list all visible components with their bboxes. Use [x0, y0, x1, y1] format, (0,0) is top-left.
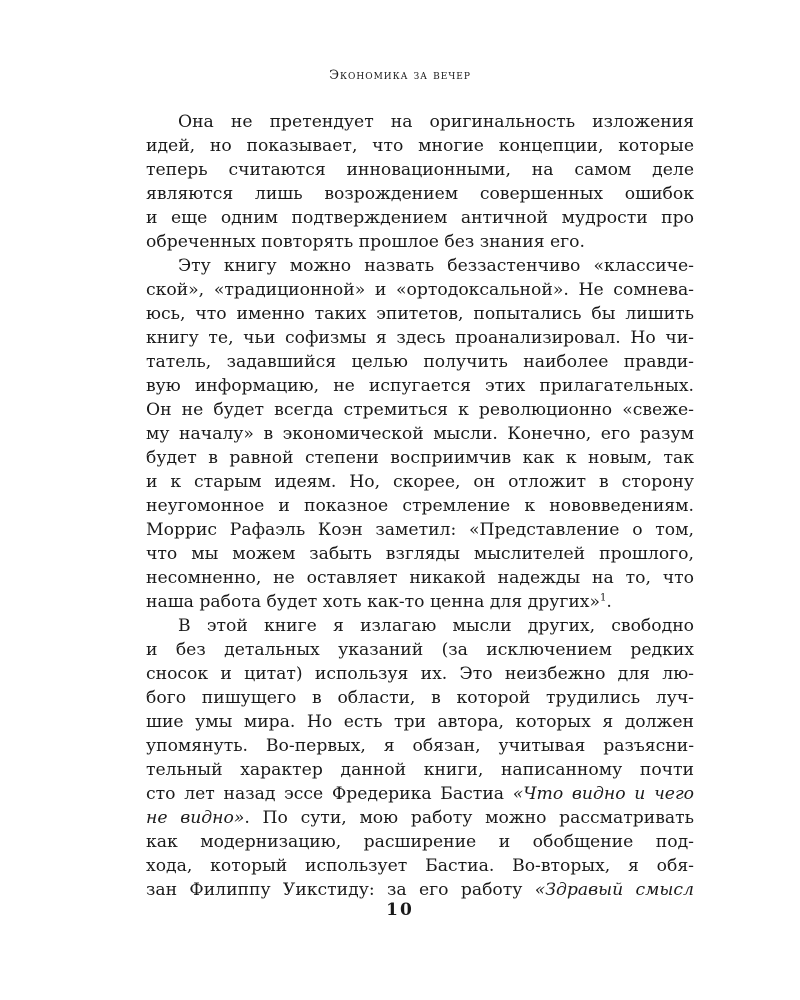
text-line	[146, 758, 694, 782]
text-line-content: и еще одним подтверждением античной мудрости про	[146, 208, 694, 228]
text-line	[146, 662, 694, 686]
text-line-content: сто лет назад эссе Фредерика Бастиа	[146, 784, 513, 804]
text-line	[146, 590, 694, 614]
text-line	[146, 494, 694, 518]
text-line-content: татель, задавшийся целью получить наиболее правди-	[146, 352, 694, 372]
text-line-content: бого пишущего в области, в которой трудились луч-	[146, 688, 694, 708]
text-line	[146, 398, 694, 422]
text-line-content: шие умы мира. Но есть три автора, которых я должен	[146, 712, 694, 732]
text-line-content: как модернизацию, расширение и обобщение под-	[146, 832, 694, 852]
text-line-content: книгу те, чьи софизмы я здесь проанализировал. Но чи-	[146, 328, 694, 348]
text-line-content: упомянуть. Во-первых, я обязан, учитывая разъясни-	[146, 736, 694, 756]
text-line	[146, 734, 694, 758]
text-line	[146, 518, 694, 542]
text-line	[146, 254, 694, 278]
text-line-content: Эту книгу можно назвать беззастенчиво «классиче-	[178, 256, 694, 276]
text-line-content: му началу» в экономической мысли. Конечно, его разум	[146, 424, 694, 444]
text-line-content: юсь, что именно таких эпитетов, попытались бы лишить	[146, 304, 694, 324]
body-text	[146, 110, 694, 902]
text-line-content: являются лишь возрождением совершенных ошибок	[146, 184, 694, 204]
text-line	[146, 350, 694, 374]
text-line	[146, 470, 694, 494]
text-line	[146, 134, 694, 158]
text-line	[146, 806, 694, 830]
text-line-content: сносок и цитат) используя их. Это неизбежно для лю-	[146, 664, 694, 684]
page-number: 10	[386, 900, 414, 920]
text-line-content: Она не претендует на оригинальность изложения	[178, 112, 694, 132]
text-line	[146, 830, 694, 854]
running-head: Экономика за вечер	[329, 68, 471, 83]
text-line-content: несомненно, не оставляет никакой надежды на то, что	[146, 568, 694, 588]
text-line-content: вую информацию, не испугается этих прилагательных.	[146, 376, 694, 396]
text-line-content: тельный характер данной книги, написанному почти	[146, 760, 694, 780]
text-line	[146, 302, 694, 326]
italic-title: «Здравый смысл	[534, 880, 694, 900]
footnote-marker[interactable]: 1	[600, 592, 607, 604]
italic-title: не видно»	[146, 808, 245, 828]
italic-title: «Что видно и чего	[512, 784, 694, 804]
text-line-content: и без детальных указаний (за исключением редких	[146, 640, 694, 660]
text-line	[146, 686, 694, 710]
text-line-content: В этой книге я излагаю мысли других, свободно	[178, 616, 694, 636]
text-line-content: что мы можем забыть взгляды мыслителей прошлого,	[146, 544, 694, 564]
text-line-tail: .	[606, 592, 612, 612]
text-line-content: Моррис Рафаэль Коэн заметил: «Представление о том,	[146, 520, 694, 540]
text-line-content: теперь считаются инновационными, на самом деле	[146, 160, 694, 180]
text-line	[146, 542, 694, 566]
text-line-content: Он не будет всегда стремиться к революционно «свеже-	[146, 400, 694, 420]
text-line-content: наша работа будет хоть как-то ценна для других»	[146, 592, 600, 612]
text-line	[146, 230, 694, 254]
text-line	[146, 782, 694, 806]
text-line-content: идей, но показывает, что многие концепции, которые	[146, 136, 694, 156]
text-line	[146, 158, 694, 182]
text-line	[146, 710, 694, 734]
text-line	[146, 206, 694, 230]
text-line	[146, 614, 694, 638]
text-line	[146, 566, 694, 590]
text-line-content: зан Филиппу Уикстиду: за его работу	[146, 880, 535, 900]
text-line-content: обреченных повторять прошлое без знания его.	[146, 232, 585, 252]
text-line	[146, 878, 694, 902]
text-line-content: неугомонное и показное стремление к нововведениям.	[146, 496, 694, 516]
text-line-content: ской», «традиционной» и «ортодоксальной». Не сомнева-	[146, 280, 694, 300]
text-line	[146, 110, 694, 134]
text-line-content: хода, который использует Бастиа. Во-вторых, я обя-	[146, 856, 694, 876]
text-line	[146, 446, 694, 470]
text-line-content: и к старым идеям. Но, скорее, он отложит в сторону	[146, 472, 694, 492]
text-line	[146, 638, 694, 662]
text-line	[146, 422, 694, 446]
text-line	[146, 278, 694, 302]
text-line	[146, 854, 694, 878]
text-line	[146, 374, 694, 398]
text-line	[146, 182, 694, 206]
text-line-continuation: . По сути, мою работу можно рассматривать	[244, 808, 695, 828]
text-line	[146, 326, 694, 350]
text-line-content: будет в равной степени восприимчив как к новым, так	[146, 448, 694, 468]
